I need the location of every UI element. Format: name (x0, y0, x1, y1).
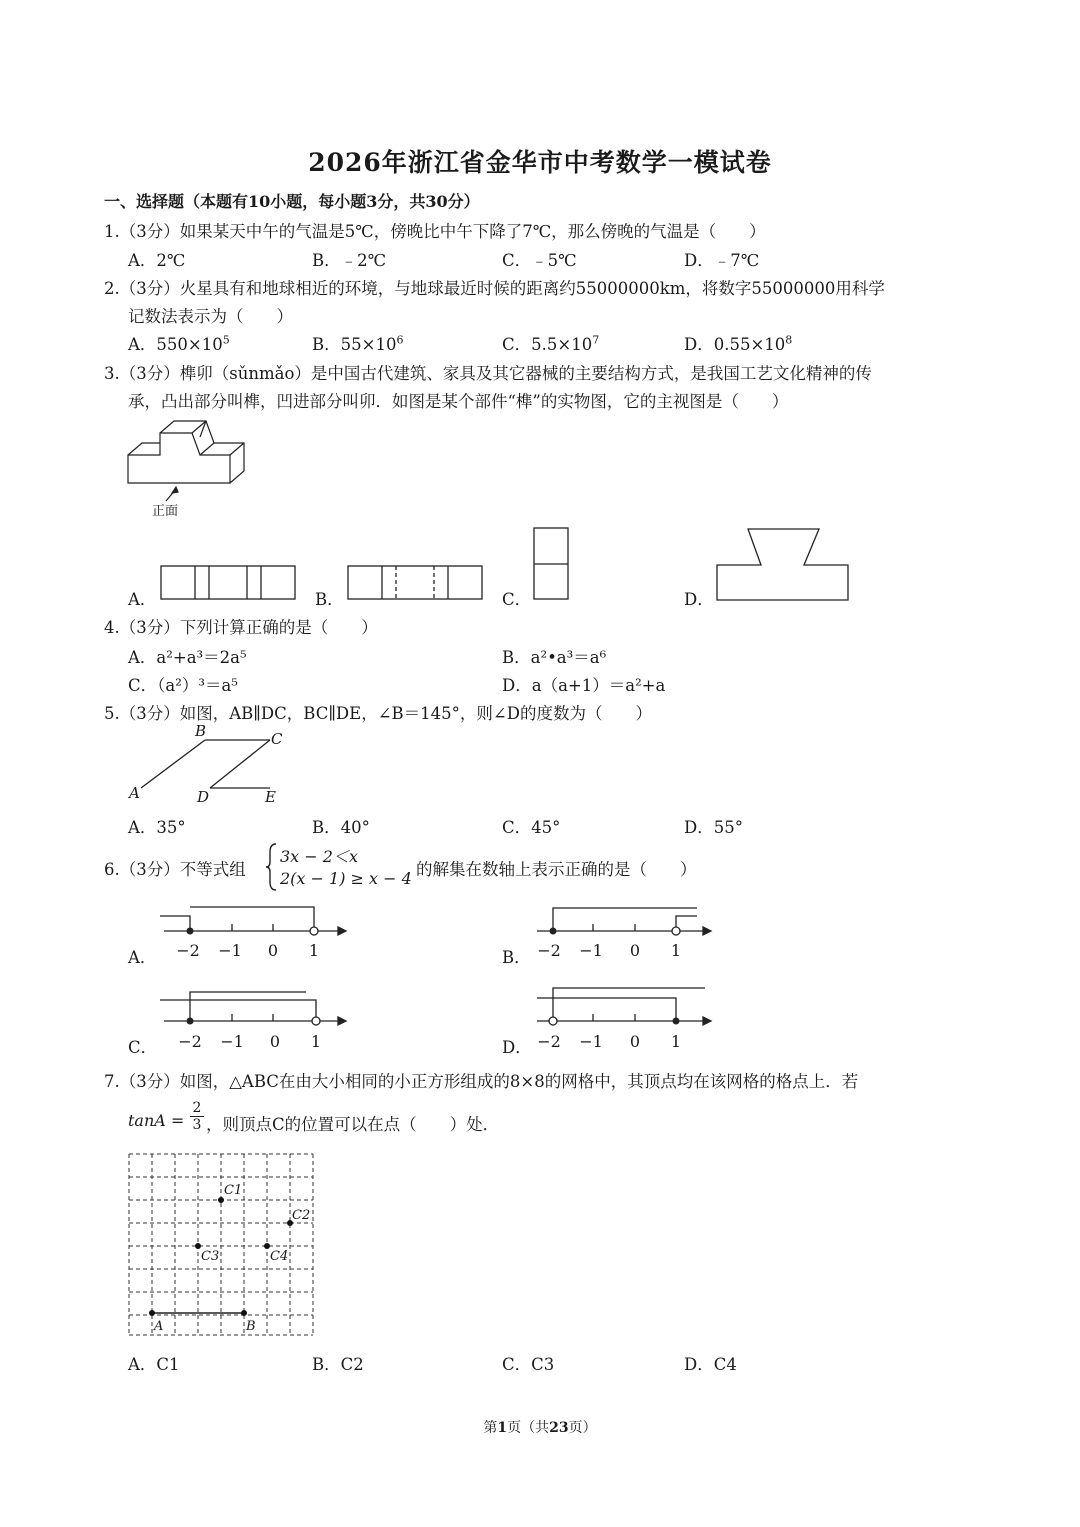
q3-option-b-figure[interactable] (347, 565, 487, 603)
q3-front-label: 正面 (152, 504, 179, 519)
q6-stem-pre: 6.（3分）不等式组 (104, 860, 246, 879)
q7-option-a[interactable]: A．C1 (128, 1355, 180, 1374)
footer-prefix: 第 (483, 1420, 498, 1436)
q5-option-d[interactable]: D．55° (684, 818, 743, 837)
q6-brace (266, 842, 278, 892)
q5-stem: 5.（3分）如图，AB∥DC，BC∥DE，∠B＝145°，则∠D的度数为（ ） (104, 704, 652, 723)
label-c2: C2 (292, 1208, 311, 1223)
q3-option-a-figure[interactable] (160, 565, 300, 603)
q2-stem-line2: 记数法表示为（ ） (128, 307, 293, 326)
footer-suffix: 页） (568, 1420, 597, 1436)
q5-label-b: B (195, 722, 207, 740)
q6-option-b[interactable]: B． (502, 948, 531, 967)
q7-option-c[interactable]: C．C3 (502, 1355, 555, 1374)
q7-option-d[interactable]: D．C4 (684, 1355, 737, 1374)
tick-label: −2 (537, 941, 561, 960)
label-c1: C1 (224, 1183, 243, 1198)
tick-label: 0 (629, 1032, 641, 1051)
q1-option-c[interactable]: C．﹣5℃ (502, 251, 577, 270)
page-title: 2026年浙江省金华市中考数学一模试卷 (308, 148, 772, 177)
fraction-denominator: 3 (190, 1116, 204, 1133)
q6-option-c-numberline[interactable] (160, 990, 350, 1052)
q3-option-d-figure[interactable] (716, 528, 852, 604)
tick-label: −1 (218, 941, 242, 960)
tick-label: −2 (176, 941, 200, 960)
q4-option-a[interactable]: A．a²+a³＝2a⁵ (128, 648, 247, 667)
tick-label: −1 (220, 1032, 244, 1051)
q7-option-b[interactable]: B．C2 (312, 1355, 364, 1374)
q2-option-d[interactable]: D．$0.55\times 10^8$ (684, 333, 793, 354)
q4-option-d[interactable]: D．a（a+1）＝a²+a (502, 676, 666, 695)
tick-label: −2 (178, 1032, 202, 1051)
q5-label-a: A (129, 784, 140, 802)
tick-label: −1 (579, 1032, 603, 1051)
q3-tenon-3d-figure (120, 415, 250, 515)
label-c3: C3 (201, 1249, 220, 1264)
q5-parallel-figure (125, 722, 295, 808)
q6-stem-post: 的解集在数轴上表示正确的是（ ） (416, 860, 697, 879)
q7-stem-line2: ，则顶点C的位置可以在点（ ）处． (206, 1115, 500, 1134)
q6-inequality-1: 3x − 2＜x (280, 847, 358, 866)
tick-label: 0 (267, 941, 279, 960)
footer-middle: 页（共 (507, 1420, 550, 1436)
q6-option-c[interactable]: C． (128, 1038, 158, 1057)
footer-page-number: 1 (497, 1420, 508, 1436)
label-c4: C4 (270, 1249, 289, 1264)
q6-option-a-numberline[interactable] (160, 904, 350, 964)
q6-option-d-numberline[interactable] (533, 986, 723, 1050)
q1-option-a[interactable]: A．2℃ (128, 251, 186, 270)
q3-option-a[interactable]: A． (128, 590, 157, 609)
tick-label: 1 (670, 941, 682, 960)
label-b: B (246, 1319, 256, 1334)
q1-option-d[interactable]: D．﹣7℃ (684, 251, 760, 270)
q6-option-a[interactable]: A． (128, 948, 157, 967)
label-a: A (154, 1319, 164, 1334)
q4-option-b[interactable]: B．a²•a³＝a⁶ (502, 648, 607, 667)
q5-label-d: D (197, 788, 210, 806)
q7-grid-figure (128, 1153, 328, 1343)
section-heading: 一、选择题（本题有10小题，每小题3分，共30分） (104, 192, 480, 211)
q1-option-b[interactable]: B．﹣2℃ (312, 251, 387, 270)
q2-option-b[interactable]: B．$55\times 10^6$ (312, 333, 404, 354)
q2-stem-line1: 2.（3分）火星具有和地球相近的环境，与地球最近时候的距离约55000000km，将数字55000000用科学 (104, 279, 885, 298)
q3-option-c-figure[interactable] (533, 527, 573, 603)
q4-stem: 4.（3分）下列计算正确的是（ ） (104, 618, 378, 637)
q7-fraction (190, 1100, 204, 1133)
q3-option-c[interactable]: C． (502, 590, 532, 609)
q3-option-b[interactable]: B． (315, 590, 344, 609)
tick-label: 1 (308, 941, 320, 960)
point-b (241, 1310, 247, 1316)
point-a (149, 1310, 155, 1316)
q6-inequality-2: 2(x − 1) ≥ x − 4 (280, 869, 412, 888)
tick-label: 1 (670, 1032, 682, 1051)
q7-stem-line1: 7.（3分）如图，△ABC在由大小相同的小正方形组成的8×8的网格中，其顶点均在该网格的格点上．若 (104, 1072, 859, 1091)
q3-stem-line2: 承，凸出部分叫榫，凹进部分叫卯．如图是某个部件“榫”的实物图，它的主视图是（ ） (128, 392, 789, 411)
q6-option-d[interactable]: D． (502, 1038, 532, 1057)
page-footer (0, 1417, 1080, 1437)
tick-label: 0 (629, 941, 641, 960)
q3-stem-line1: 3.（3分）榫卯（sǔnmǎo）是中国古代建筑、家具及其它器械的主要结构方式，是我国工艺文化精神的传 (104, 364, 872, 383)
q7-tan-lhs: tanA = (128, 1111, 185, 1130)
q2-option-a[interactable]: A．$550\times 10^5$ (128, 333, 230, 354)
q5-label-c: C (271, 730, 283, 748)
footer-total-pages: 23 (549, 1420, 569, 1436)
q5-label-e: E (265, 788, 276, 806)
tick-label: −1 (579, 941, 603, 960)
q2-option-c[interactable]: C．$5.5\times 10^7$ (502, 333, 600, 354)
fraction-numerator: 2 (192, 1100, 202, 1116)
q6-option-b-numberline[interactable] (533, 904, 723, 964)
q4-option-c[interactable]: C．（a²）³＝a⁵ (128, 676, 238, 695)
tick-label: 1 (310, 1032, 322, 1051)
q5-option-a[interactable]: A．35° (128, 818, 186, 837)
tick-label: −2 (537, 1032, 561, 1051)
q5-option-b[interactable]: B．40° (312, 818, 370, 837)
q1-stem: 1.（3分）如果某天中午的气温是5℃，傍晚比中午下降了7℃，那么傍晚的气温是（ ） (104, 222, 766, 241)
q3-option-d[interactable]: D． (684, 590, 714, 609)
q5-option-c[interactable]: C．45° (502, 818, 561, 837)
tick-label: 0 (269, 1032, 281, 1051)
